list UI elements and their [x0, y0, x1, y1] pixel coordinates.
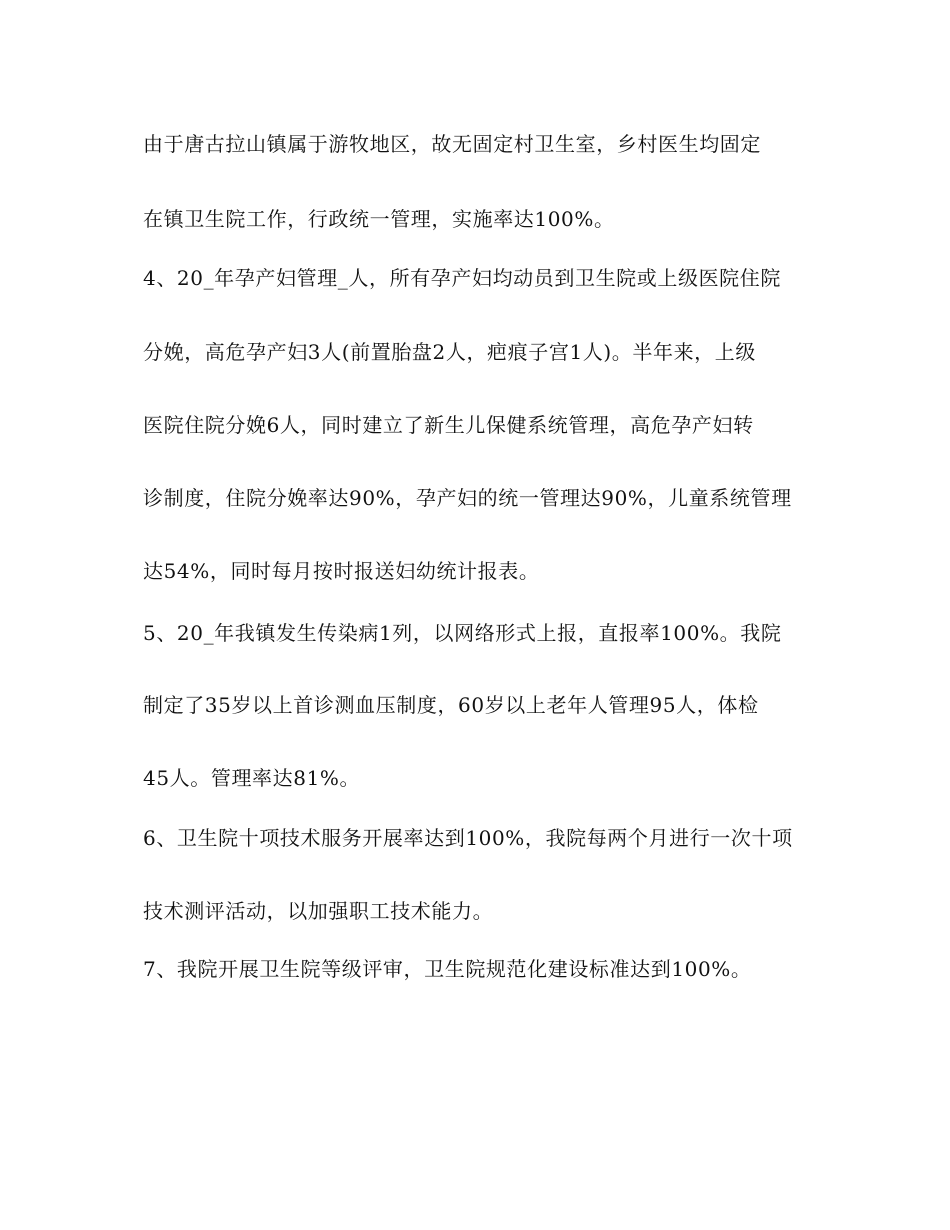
text-line-10: 45人。管理率达81%。	[143, 766, 361, 790]
text-line-7: 达54%，同时每月按时报送妇幼统计报表。	[143, 559, 540, 583]
text-line-5: 医院住院分娩6人，同时建立了新生儿保健系统管理，高危孕产妇转	[143, 413, 754, 437]
text-line-6: 诊制度，住院分娩率达90%，孕产妇的统一管理达90%，儿童系统管理	[143, 486, 792, 510]
text-line-1: 由于唐古拉山镇属于游牧地区，故无固定村卫生室，乡村医生均固定	[143, 132, 761, 156]
text-line-8: 5、20_年我镇发生传染病1列，以网络形式上报，直报率100%。我院	[143, 621, 782, 645]
text-line-2: 在镇卫生院工作，行政统一管理，实施率达100%。	[143, 207, 615, 231]
text-line-4: 分娩，高危孕产妇3人(前置胎盘2人，疤痕子宫1人)。半年来，上级	[143, 340, 756, 364]
text-line-3: 4、20_年孕产妇管理_人，所有孕产妇均动员到卫生院或上级医院住院	[143, 266, 781, 290]
text-line-13: 7、我院开展卫生院等级评审，卫生院规范化建设标准达到100%。	[143, 957, 752, 981]
text-line-12: 技术测评活动，以加强职工技术能力。	[143, 899, 494, 923]
text-line-11: 6、卫生院十项技术服务开展率达到100%，我院每两个月进行一次十项	[143, 826, 793, 850]
text-line-9: 制定了35岁以上首诊测血压制度，60岁以上老年人管理95人，体检	[143, 693, 759, 717]
